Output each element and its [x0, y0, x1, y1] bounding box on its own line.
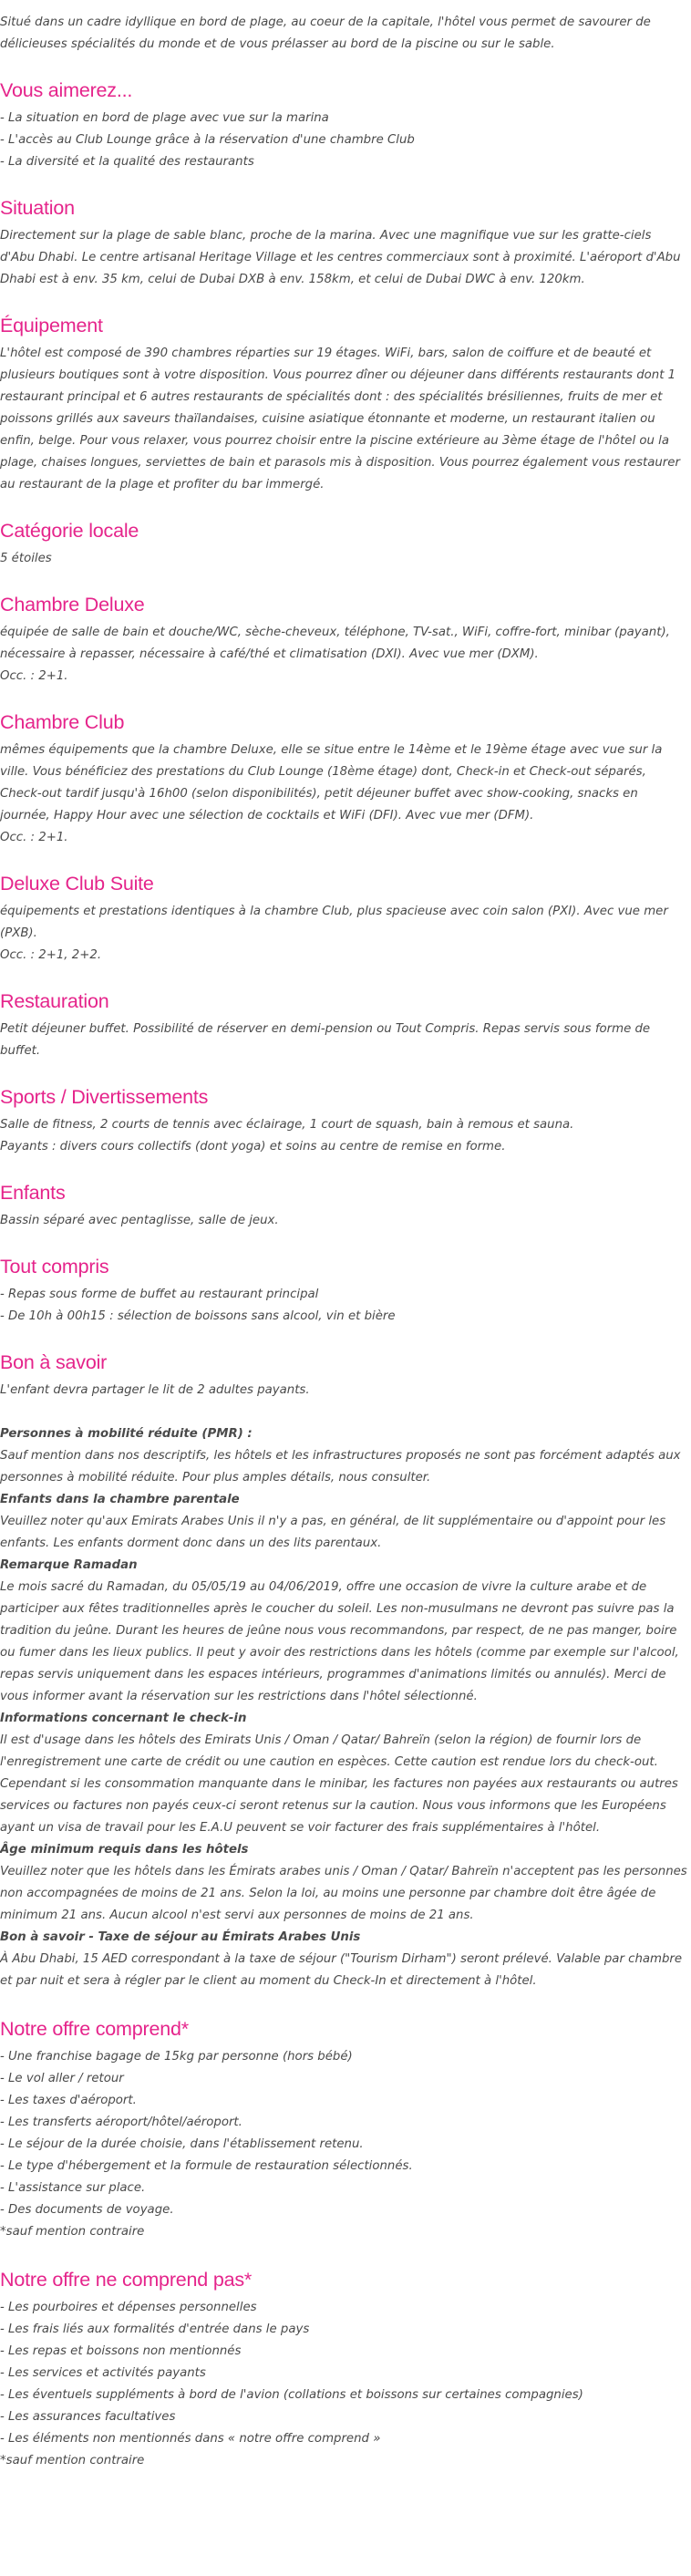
- section-line: Occ. : 2+1.: [0, 669, 68, 683]
- section-title: Catégorie locale: [0, 520, 139, 542]
- section-body: [0, 740, 687, 849]
- section-title: Équipement: [0, 315, 103, 336]
- section-line: Payants : divers cours collectifs (dont yoga) et soins au centre de remise en forme.: [0, 1140, 506, 1154]
- section-title: Chambre Club: [0, 711, 125, 733]
- section-line: équipements et prestations identiques à la chambre Club, plus spacieuse avec coin salon (PXI). Avec vue mer (PXB).: [0, 905, 668, 940]
- section-enfants: [0, 1180, 687, 1232]
- section-line: mêmes équipements que la chambre Deluxe, elle se situe entre le 14ème et le 19ème étage avec vue sur la ville. Vous bénéficiez des prestations du Club Lounge (18ème étage) dont, Check-in et Check-out séparés, Check-out tardif jusqu'à 16h00 (selon disponibilités), petit déjeuner buffet avec show-cooking, snacks en journée, Happy Hour avec une sélection de cocktails et WiFi (DFI). Avec vue mer (DFM).: [0, 743, 663, 822]
- list-item: - Une franchise bagage de 15kg par personne (hors bébé): [0, 2050, 353, 2064]
- section-line: 5 étoiles: [0, 552, 52, 565]
- bon-a-savoir-heading: Âge minimum requis dans les hôtels: [0, 1843, 249, 1857]
- section-situation: [0, 195, 687, 291]
- section-line: Occ. : 2+1, 2+2.: [0, 948, 102, 962]
- section-sports: [0, 1084, 687, 1158]
- list-item: - Le type d'hébergement et la formule de restauration sélectionnés.: [0, 2159, 413, 2173]
- bon-a-savoir-text: Le mois sacré du Ramadan, du 05/05/19 au 04/06/2019, offre une occasion de vivre la culture arabe et de participer aux fêtes traditionnelles après le coucher du soleil. Les non-musulmans ne devront pas suivre pas la tradition du jeûne. Durant les heures de jeûne nous vous recommandons, par respect, de ne pas manger, boire ou fumer dans les lieux publics. Il peut y avoir des restrictions dans les hôtels (comme par exemple sur l'alcool, repas servis uniquement dans les espaces intérieurs, programmes d'animations limités ou annulés). Merci de vous informer avant la réservation sur les restrictions dans l'hôtel sélectionné.: [0, 1580, 679, 1703]
- section-line: - De 10h à 00h15 : sélection de boissons sans alcool, vin et bière: [0, 1309, 396, 1323]
- bon-a-savoir-text: Veuillez noter qu'aux Emirats Arabes Unis il n'y a pas, en général, de lit supplémentaire ou d'appoint pour les enfants. Les enfants dorment donc dans un des lits parentaux.: [0, 1515, 666, 1550]
- section-tout-compris: [0, 1254, 687, 1328]
- bon-a-savoir-heading: Bon à savoir - Taxe de séjour au Émirats Arabes Unis: [0, 1930, 361, 1944]
- bon-a-savoir-lit: L'enfant devra partager le lit de 2 adultes payants.: [0, 1383, 310, 1397]
- section-title: Chambre Deluxe: [0, 594, 145, 616]
- section-body: [0, 548, 687, 570]
- section-chambre-deluxe: [0, 592, 687, 688]
- section-line: - L'accès au Club Lounge grâce à la réservation d'une chambre Club: [0, 133, 415, 147]
- bon-a-savoir-heading: Personnes à mobilité réduite (PMR) :: [0, 1427, 253, 1441]
- section-bon-a-savoir: [0, 1350, 687, 1992]
- bon-a-savoir-text: Veuillez noter que les hôtels dans les Émirats arabes unis / Oman / Qatar/ Bahreïn n'acceptent pas les personnes non accompagnées de moins de 21 ans. Selon la loi, au moins une personne par chambre doit être âgée de minimum 21 ans. Aucun alcool n'est servi aux personnes de moins de 21 ans.: [0, 1865, 687, 1922]
- section-body: [0, 1114, 687, 1158]
- description-sections: [0, 78, 687, 1328]
- section-line: - Repas sous forme de buffet au restaurant principal: [0, 1288, 319, 1301]
- section-body: [0, 622, 687, 688]
- section-title: Tout compris: [0, 1256, 109, 1278]
- section-body: [0, 225, 687, 291]
- bon-a-savoir-heading: Remarque Ramadan: [0, 1558, 138, 1572]
- bon-a-savoir-body: [0, 1380, 687, 1992]
- section-line: Petit déjeuner buffet. Possibilité de réserver en demi-pension ou Tout Compris. Repas servis sous forme de buffet.: [0, 1022, 651, 1058]
- section-offre-ne-comprend: [0, 2267, 687, 2472]
- section-deluxe-club-suite: [0, 871, 687, 967]
- list-item: - Les assurances facultatives: [0, 2410, 176, 2424]
- intro-text: Situé dans un cadre idyllique en bord de plage, au coeur de la capitale, l'hôtel vous permet de savourer de délicieuses spécialités du monde et de vous prélasser au bord de la piscine ou sur le sable.: [0, 16, 651, 51]
- section-line: Occ. : 2+1.: [0, 831, 68, 844]
- bon-a-savoir-heading: Enfants dans la chambre parentale: [0, 1493, 240, 1506]
- offre-comprend-note: *sauf mention contraire: [0, 2225, 145, 2239]
- list-item: - Les pourboires et dépenses personnelles: [0, 2301, 257, 2314]
- offre-ne-comprend-list: [0, 2297, 687, 2450]
- section-title: Deluxe Club Suite: [0, 873, 154, 895]
- section-chambre-club: [0, 709, 687, 849]
- offre-comprend-body: [0, 2046, 687, 2243]
- list-item: - Des documents de voyage.: [0, 2203, 174, 2217]
- section-equipement: [0, 313, 687, 496]
- section-title: Enfants: [0, 1182, 66, 1204]
- section-line: Salle de fitness, 2 courts de tennis avec éclairage, 1 court de squash, bain à remous et sauna.: [0, 1118, 574, 1132]
- bon-a-savoir-text: À Abu Dhabi, 15 AED correspondant à la taxe de séjour ("Tourism Dirham") seront prélevé. Valable par chambre et par nuit et sera à régler par le client au moment du Check-In et directement à l'hôtel.: [0, 1952, 683, 1988]
- spacer: [0, 1402, 687, 1423]
- list-item: - Les éventuels suppléments à bord de l'avion (collations et boissons sur certaines compagnies): [0, 2388, 583, 2402]
- section-title: Bon à savoir: [0, 1351, 108, 1373]
- list-item: - Les frais liés aux formalités d'entrée dans le pays: [0, 2323, 310, 2336]
- offre-ne-comprend-note: *sauf mention contraire: [0, 2454, 145, 2467]
- section-body: [0, 343, 687, 496]
- section-title: Vous aimerez...: [0, 79, 133, 101]
- list-item: - Les taxes d'aéroport.: [0, 2094, 137, 2107]
- list-item: - Les éléments non mentionnés dans « notre offre comprend »: [0, 2432, 381, 2446]
- bon-a-savoir-blocks: [0, 1423, 687, 1992]
- bon-a-savoir-text: Sauf mention dans nos descriptifs, les hôtels et les infrastructures proposés ne sont pas forcément adaptés aux personnes à mobilité réduite. Pour plus amples détails, nous consulter.: [0, 1449, 681, 1485]
- offre-ne-comprend-body: [0, 2297, 687, 2472]
- list-item: - Le vol aller / retour: [0, 2072, 124, 2085]
- section-body: [0, 1210, 687, 1232]
- section-line: - La diversité et la qualité des restaurants: [0, 155, 254, 169]
- section-body: [0, 108, 687, 173]
- section-line: - La situation en bord de plage avec vue sur la marina: [0, 111, 329, 125]
- section-line: Directement sur la plage de sable blanc, proche de la marina. Avec une magnifique vue sur les gratte-ciels d'Abu Dhabi. Le centre artisanal Heritage Village et les centres commerciaux sont à proximité. L'aéroport d'Abu Dhabi est à env. 35 km, celui de Dubai DXB à env. 158km, et celui de Dubai DWC à env. 120km.: [0, 229, 681, 286]
- section-restauration: [0, 988, 687, 1062]
- section-categorie: [0, 518, 687, 570]
- list-item: - Les repas et boissons non mentionnés: [0, 2344, 242, 2358]
- list-item: - Les services et activités payants: [0, 2366, 206, 2380]
- section-title: Restauration: [0, 990, 109, 1012]
- section-body: [0, 901, 687, 967]
- section-title: Notre offre comprend*: [0, 2018, 189, 2040]
- section-body: [0, 1284, 687, 1328]
- list-item: - Les transferts aéroport/hôtel/aéroport.: [0, 2116, 242, 2129]
- section-title: Notre offre ne comprend pas*: [0, 2269, 253, 2291]
- section-line: Bassin séparé avec pentaglisse, salle de jeux.: [0, 1214, 279, 1227]
- bon-a-savoir-heading: Informations concernant le check-in: [0, 1712, 247, 1725]
- section-line: L'hôtel est composé de 390 chambres réparties sur 19 étages. WiFi, bars, salon de coiffure et de beauté et plusieurs boutiques sont à votre disposition. Vous pourrez dîner ou déjeuner dans différents restaurants dont 1 restaurant principal et 6 autres restaurants de spécialités dont : des spécialités brésiliennes, fruits de mer et poissons grillés aux saveurs thaïlandaises, cuisine asiatique étonnante et moderne, un restaurant italien ou enfin, belge. Pour vous relaxer, vous pourrez choisir entre la piscine extérieure au 3ème étage de l'hôtel ou la plage, chaises longues, serviettes de bain et parasols mis à disposition. Vous pourrez également vous restaurer au restaurant de la plage et profiter du bar immergé.: [0, 347, 680, 491]
- list-item: - L'assistance sur place.: [0, 2181, 146, 2195]
- section-offre-comprend: [0, 2016, 687, 2243]
- section-title: Situation: [0, 197, 75, 219]
- bon-a-savoir-text: Il est d'usage dans les hôtels des Emirats Unis / Oman / Qatar/ Bahreïn (selon la région) de fournir lors de l'enregistrement une carte de crédit ou une caution en espèces. Cette caution est rendue lors du check-out. Cependant si les consommation manquante dans le minibar, les factures non payées aux restaurants ou autres services ou factures non payés ceux-ci seront retenus sur la caution. Nous vous informons que les Européens ayant un visa de travail pour les E.A.U peuvent se voir facturer des frais supplémentaires à l'hôtel.: [0, 1733, 678, 1835]
- section-body: [0, 1019, 687, 1062]
- section-title: Sports / Divertissements: [0, 1086, 209, 1108]
- section-line: équipée de salle de bain et douche/WC, sèche-cheveux, téléphone, TV-sat., WiFi, coffre-fort, minibar (payant), nécessaire à repasser, nécessaire à café/thé et climatisation (DXI). Avec vue mer (DXM).: [0, 626, 670, 661]
- section-vous-aimerez: [0, 78, 687, 173]
- offre-comprend-list: [0, 2046, 687, 2221]
- list-item: - Le séjour de la durée choisie, dans l'établissement retenu.: [0, 2137, 364, 2151]
